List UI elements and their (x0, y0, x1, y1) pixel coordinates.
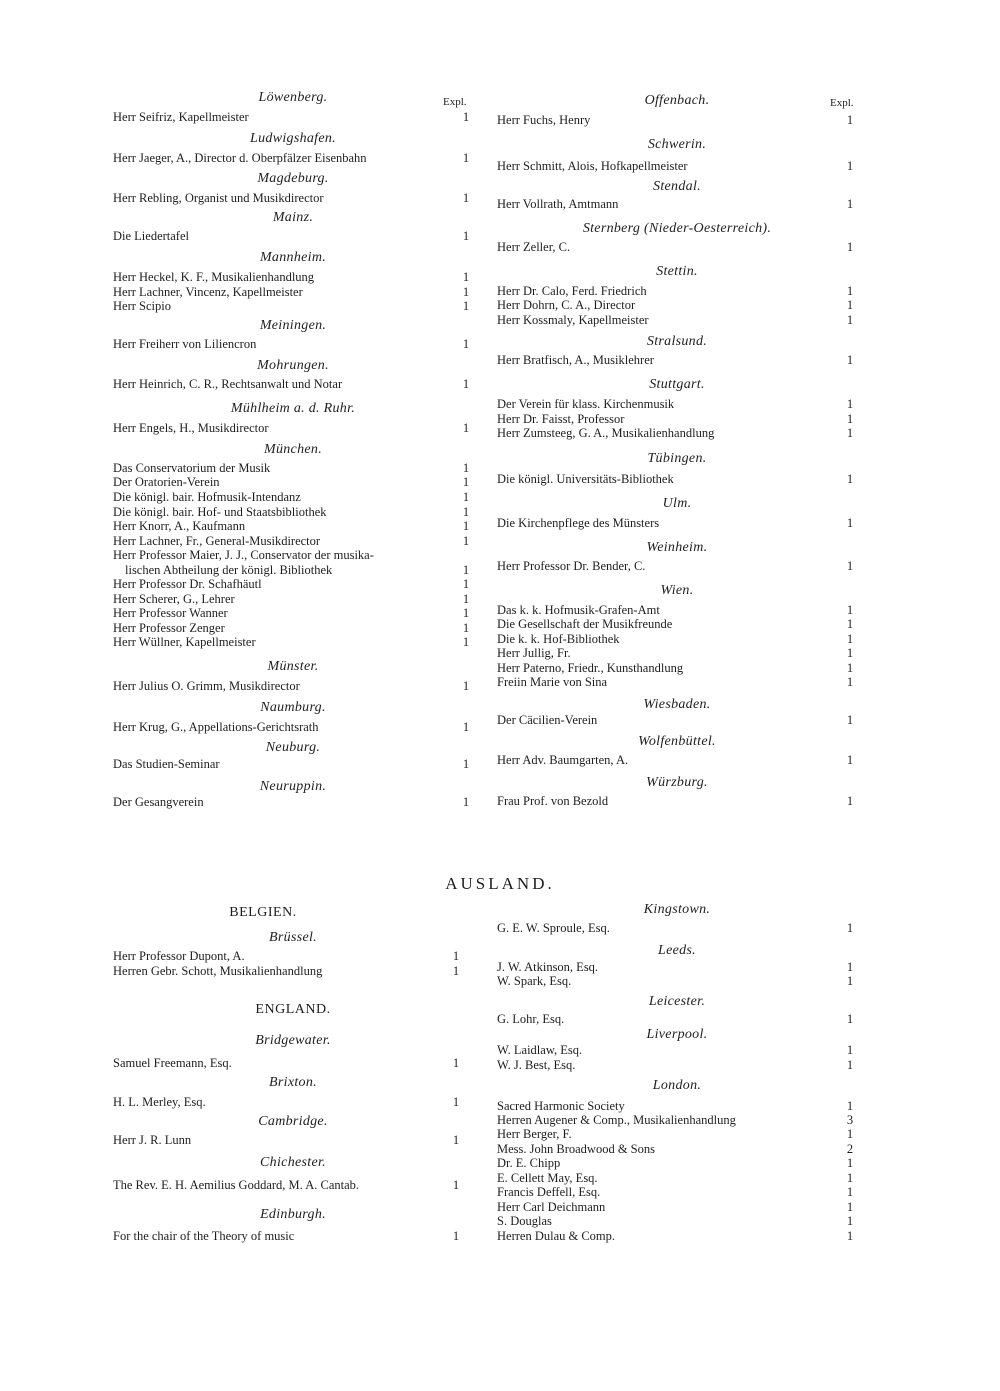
entry-name: Herr Dr. Faisst, Professor (497, 412, 625, 426)
list-item (113, 757, 473, 772)
entry-name: S. Douglas (497, 1214, 552, 1228)
entry-count: 1 (846, 1043, 854, 1057)
entry-name: Der Cäcilien-Verein (497, 713, 598, 727)
section-heading: Löwenberg. (258, 90, 328, 105)
entry-name: W. J. Best, Esq. (497, 1058, 576, 1072)
section-heading: Ludwigshafen. (250, 131, 336, 146)
section-heading: Würzburg. (646, 775, 708, 790)
entry-count: 1 (846, 197, 854, 211)
entry-count: 1 (462, 563, 470, 577)
section-heading: Mannheim. (259, 250, 327, 265)
list-item (113, 1229, 463, 1244)
section-heading: Stendal. (653, 179, 701, 194)
entry-count: 1 (846, 353, 854, 367)
section-heading: Mohrungen. (257, 358, 329, 373)
list-item (113, 475, 473, 490)
list-item (497, 1156, 857, 1171)
section-heading: Chichester. (260, 1155, 326, 1170)
section-heading: Naumburg. (260, 700, 326, 715)
entry-count: 3 (846, 1113, 854, 1127)
country-heading: BELGIEN. (229, 905, 297, 920)
entry-count: 1 (452, 1095, 460, 1109)
entry-name: Herr Krug, G., Appellations-Gerichtsrath (113, 720, 319, 734)
entry-name: Die königl. bair. Hofmusik-Intendanz (113, 490, 301, 504)
entry-count: 1 (846, 472, 854, 486)
entry-count: 1 (846, 794, 854, 808)
list-item (497, 1058, 857, 1073)
entry-name: Herr Paterno, Friedr., Kunsthandlung (497, 661, 684, 675)
entry-count: 1 (846, 1156, 854, 1170)
entry-name: Herr Vollrath, Amtmann (497, 197, 619, 211)
entry-name: G. E. W. Sproule, Esq. (497, 921, 610, 935)
entry-count: 1 (846, 646, 854, 660)
entry-count: 1 (462, 592, 470, 606)
entry-name: E. Cellett May, Esq. (497, 1171, 598, 1185)
list-item (497, 1171, 857, 1186)
entry-name: Die königl. bair. Hof- und Staatsbibliothek (113, 505, 327, 519)
section-heading: Stuttgart. (649, 377, 705, 392)
entry-name: Herr Zumsteeg, G. A., Musikalienhandlung (497, 426, 715, 440)
list-item (497, 472, 857, 487)
entry-name: Mess. John Broadwood & Sons (497, 1142, 655, 1156)
section-heading: Brüssel. (269, 930, 317, 945)
entry-count: 1 (462, 505, 470, 519)
list-item (113, 563, 473, 578)
entry-name: Herr Lachner, Fr., General-Musikdirector (113, 534, 321, 548)
entry-name: Dr. E. Chipp (497, 1156, 561, 1170)
section-heading: Cambridge. (258, 1114, 328, 1129)
entry-count: 1 (846, 1127, 854, 1141)
entry-name: Freiin Marie von Sina (497, 675, 608, 689)
section-heading: Wiesbaden. (643, 697, 711, 712)
entry-name: Herr Carl Deichmann (497, 1200, 606, 1214)
entry-count: 1 (846, 675, 854, 689)
entry-count: 1 (462, 110, 470, 124)
list-item (497, 603, 857, 618)
list-item (497, 1127, 857, 1142)
entry-count: 1 (462, 285, 470, 299)
entry-count: 1 (462, 490, 470, 504)
entry-name: J. W. Atkinson, Esq. (497, 960, 599, 974)
list-item (497, 426, 857, 441)
entry-count: 1 (846, 1099, 854, 1113)
entry-count: 1 (846, 1171, 854, 1185)
section-heading: Stettin. (656, 264, 698, 279)
entry-count: 1 (462, 337, 470, 351)
entry-count: 1 (462, 151, 470, 165)
entry-count: 1 (462, 299, 470, 313)
list-item (113, 421, 473, 436)
entry-name: Das Conservatorium der Musik (113, 461, 271, 475)
entry-name: Herr Adv. Baumgarten, A. (497, 753, 629, 767)
entry-count: 1 (846, 240, 854, 254)
entry-name: Herr Professor Zenger (113, 621, 225, 635)
entry-name: W. Laidlaw, Esq. (497, 1043, 583, 1057)
entry-name: Herr Rebling, Organist und Musikdirector (113, 191, 324, 205)
list-item (497, 1043, 857, 1058)
list-item (113, 490, 473, 505)
list-item (497, 313, 857, 328)
section-heading: Schwerin. (647, 137, 707, 152)
entry-count: 1 (462, 679, 470, 693)
list-item (497, 1142, 857, 1157)
section-heading: Liverpool. (646, 1027, 708, 1042)
entry-count: 1 (462, 577, 470, 591)
entry-count: 1 (462, 635, 470, 649)
entry-name: Herr Heckel, K. F., Musikalienhandlung (113, 270, 315, 284)
entry-name: Herr Wüllner, Kapellmeister (113, 635, 256, 649)
list-item (113, 795, 473, 810)
entry-name: lischen Abtheilung der königl. Bibliothek (125, 563, 333, 577)
list-item (113, 191, 473, 206)
entry-count: 1 (462, 475, 470, 489)
list-item (113, 577, 473, 592)
list-item (113, 505, 473, 520)
list-item (497, 713, 857, 728)
entry-name: Herr Professor Dr. Bender, C. (497, 559, 646, 573)
entry-count: 1 (452, 1178, 460, 1192)
list-item (497, 240, 857, 255)
entry-count: 1 (462, 377, 470, 391)
entry-name: Herren Augener & Comp., Musikalienhandlung (497, 1113, 736, 1127)
entry-name: Herr Seifriz, Kapellmeister (113, 110, 249, 124)
section-heading: Wien. (660, 583, 694, 598)
entry-name: Herr Professor Maier, J. J., Conservator der musika- (113, 548, 374, 562)
section-heading: Bridgewater. (255, 1033, 331, 1048)
section-heading: Kingstown. (643, 902, 711, 917)
section-heading: Mühlheim a. d. Ruhr. (230, 401, 356, 416)
list-item (497, 794, 857, 809)
section-heading: Magdeburg. (257, 171, 329, 186)
entry-name: Herr Freiherr von Liliencron (113, 337, 257, 351)
list-item (497, 675, 857, 690)
entry-count: 1 (846, 412, 854, 426)
list-item (113, 151, 473, 166)
list-item (497, 1229, 857, 1244)
list-item (497, 960, 857, 975)
entry-count: 1 (452, 1056, 460, 1070)
entry-name: G. Lohr, Esq. (497, 1012, 565, 1026)
entry-name: Sacred Harmonic Society (497, 1099, 625, 1113)
entry-count: 1 (846, 397, 854, 411)
list-item (497, 197, 857, 212)
list-item (497, 646, 857, 661)
entry-count: 1 (846, 661, 854, 675)
entry-name: Herr Fuchs, Henry (497, 113, 591, 127)
section-heading: Weinheim. (646, 540, 708, 555)
section-heading: Mainz. (272, 210, 314, 225)
entry-name: Herr Professor Dupont, A. (113, 949, 245, 963)
entry-name: Die Liedertafel (113, 229, 189, 243)
entry-name: Herr Kossmaly, Kapellmeister (497, 313, 649, 327)
entry-count: 1 (462, 519, 470, 533)
entry-name: Der Gesangverein (113, 795, 204, 809)
entry-count: 1 (846, 974, 854, 988)
list-item (113, 548, 473, 563)
entry-count: 1 (462, 461, 470, 475)
list-item (497, 284, 857, 299)
entry-count: 1 (452, 964, 460, 978)
section-heading: Wolfenbüttel. (638, 734, 716, 749)
section-heading: Neuruppin. (259, 779, 327, 794)
entry-count: 1 (846, 1012, 854, 1026)
list-item (113, 461, 473, 476)
list-item (113, 720, 473, 735)
entry-count: 1 (462, 757, 470, 771)
entry-name: Herr Schmitt, Alois, Hofkapellmeister (497, 159, 688, 173)
list-item (113, 534, 473, 549)
entry-name: Herr Jaeger, A., Director d. Oberpfälzer Eisenbahn (113, 151, 367, 165)
section-heading: Stralsund. (646, 334, 708, 349)
list-item (497, 298, 857, 313)
list-item (113, 1178, 463, 1193)
entry-count: 1 (846, 113, 854, 127)
list-item (497, 353, 857, 368)
list-item (497, 1113, 857, 1128)
entry-count: 1 (846, 632, 854, 646)
entry-count: 1 (846, 603, 854, 617)
entry-count: 1 (462, 720, 470, 734)
list-item (113, 1095, 463, 1110)
section-heading: Edinburgh. (260, 1207, 326, 1222)
list-item (497, 753, 857, 768)
entry-count: 1 (846, 1214, 854, 1228)
entry-name: Herr Professor Dr. Schafhäutl (113, 577, 262, 591)
list-item (497, 397, 857, 412)
section-heading: Meiningen. (259, 318, 327, 333)
list-item (497, 661, 857, 676)
section-heading: Offenbach. (644, 93, 710, 108)
expl-label: Expl. (443, 96, 467, 108)
entry-count: 1 (452, 949, 460, 963)
section-heading: Brixton. (269, 1075, 317, 1090)
entry-name: Die königl. Universitäts-Bibliothek (497, 472, 674, 486)
entry-count: 1 (452, 1229, 460, 1243)
entry-count: 1 (846, 713, 854, 727)
list-item (113, 592, 473, 607)
list-item (497, 617, 857, 632)
list-item (113, 377, 473, 392)
entry-count: 1 (846, 921, 854, 935)
list-item (497, 559, 857, 574)
entry-count: 1 (846, 284, 854, 298)
entry-count: 1 (846, 516, 854, 530)
entry-count: 1 (846, 1200, 854, 1214)
list-item (497, 412, 857, 427)
entry-count: 1 (462, 191, 470, 205)
section-heading: Leicester. (648, 994, 706, 1009)
entry-name: Francis Deffell, Esq. (497, 1185, 601, 1199)
entry-count: 1 (462, 534, 470, 548)
list-item (497, 1012, 857, 1027)
list-item (113, 519, 473, 534)
entry-count: 1 (846, 159, 854, 173)
ausland-title: AUSLAND. (445, 874, 555, 893)
list-item (113, 635, 473, 650)
entry-name: Herr Engels, H., Musikdirector (113, 421, 269, 435)
entry-name: Das Studien-Seminar (113, 757, 220, 771)
entry-count: 1 (462, 606, 470, 620)
entry-name: Samuel Freemann, Esq. (113, 1056, 232, 1070)
list-item (113, 337, 473, 352)
entry-count: 1 (462, 229, 470, 243)
section-heading: Tübingen. (647, 451, 707, 466)
entry-name: Herren Dulau & Comp. (497, 1229, 616, 1243)
entry-count: 1 (452, 1133, 460, 1147)
entry-count: 1 (846, 1185, 854, 1199)
entry-name: Herren Gebr. Schott, Musikalienhandlung (113, 964, 323, 978)
entry-name: Herr Professor Wanner (113, 606, 228, 620)
entry-name: Das k. k. Hofmusik-Grafen-Amt (497, 603, 660, 617)
expl-label: Expl. (830, 97, 854, 109)
list-item (113, 285, 473, 300)
list-item (497, 974, 857, 989)
entry-count: 1 (462, 270, 470, 284)
list-item (113, 621, 473, 636)
list-item (113, 964, 463, 979)
entry-name: For the chair of the Theory of music (113, 1229, 295, 1243)
entry-name: Herr Julius O. Grimm, Musikdirector (113, 679, 300, 693)
entry-count: 1 (846, 559, 854, 573)
list-item (113, 299, 473, 314)
entry-name: Die k. k. Hof-Bibliothek (497, 632, 620, 646)
list-item (497, 516, 857, 531)
entry-count: 1 (846, 960, 854, 974)
list-item (113, 110, 473, 125)
section-heading: Leeds. (658, 943, 696, 958)
entry-name: Herr Zeller, C. (497, 240, 571, 254)
list-item (113, 1056, 463, 1071)
section-heading: München. (264, 442, 322, 457)
entry-name: Der Verein für klass. Kirchenmusik (497, 397, 675, 411)
entry-count: 1 (846, 313, 854, 327)
entry-name: Herr Knorr, A., Kaufmann (113, 519, 246, 533)
entry-name: Der Oratorien-Verein (113, 475, 220, 489)
entry-name: Herr Bratfisch, A., Musiklehrer (497, 353, 654, 367)
list-item (113, 679, 473, 694)
country-heading: ENGLAND. (255, 1002, 331, 1017)
list-item (497, 113, 857, 128)
entry-count: 1 (846, 298, 854, 312)
list-item (497, 1099, 857, 1114)
list-item (113, 606, 473, 621)
entry-name: Herr Jullig, Fr. (497, 646, 571, 660)
section-heading: London. (652, 1078, 702, 1093)
list-item (497, 1185, 857, 1200)
list-item (497, 159, 857, 174)
entry-name: Herr Scherer, G., Lehrer (113, 592, 235, 606)
list-item (497, 1200, 857, 1215)
entry-count: 2 (846, 1142, 854, 1156)
entry-count: 1 (462, 795, 470, 809)
entry-name: Frau Prof. von Bezold (497, 794, 609, 808)
entry-name: Herr Scipio (113, 299, 171, 313)
entry-name: Herr Dr. Calo, Ferd. Friedrich (497, 284, 647, 298)
list-item (497, 632, 857, 647)
entry-name: Herr Heinrich, C. R., Rechtsanwalt und Notar (113, 377, 343, 391)
entry-name: Die Gesellschaft der Musikfreunde (497, 617, 673, 631)
section-heading: Münster. (267, 659, 319, 674)
section-heading: Neuburg. (265, 740, 321, 755)
entry-name: The Rev. E. H. Aemilius Goddard, M. A. Cantab. (113, 1178, 360, 1192)
list-item (113, 949, 463, 964)
section-heading: Sternberg (Nieder-Oesterreich). (582, 221, 772, 236)
list-item (113, 1133, 463, 1148)
list-item (497, 921, 857, 936)
list-item (497, 1214, 857, 1229)
list-item (113, 270, 473, 285)
entry-count: 1 (846, 753, 854, 767)
entry-count: 1 (846, 617, 854, 631)
entry-name: Herr Dohrn, C. A., Director (497, 298, 636, 312)
entry-count: 1 (462, 421, 470, 435)
entry-name: H. L. Merley, Esq. (113, 1095, 206, 1109)
entry-name: Die Kirchenpflege des Münsters (497, 516, 660, 530)
entry-name: W. Spark, Esq. (497, 974, 572, 988)
list-item (113, 229, 473, 244)
entry-count: 1 (846, 1229, 854, 1243)
entry-name: Herr Lachner, Vincenz, Kapellmeister (113, 285, 303, 299)
entry-count: 1 (846, 426, 854, 440)
section-heading: Ulm. (662, 496, 692, 511)
entry-name: Herr Berger, F. (497, 1127, 572, 1141)
entry-count: 1 (462, 621, 470, 635)
entry-name: Herr J. R. Lunn (113, 1133, 192, 1147)
entry-count: 1 (846, 1058, 854, 1072)
